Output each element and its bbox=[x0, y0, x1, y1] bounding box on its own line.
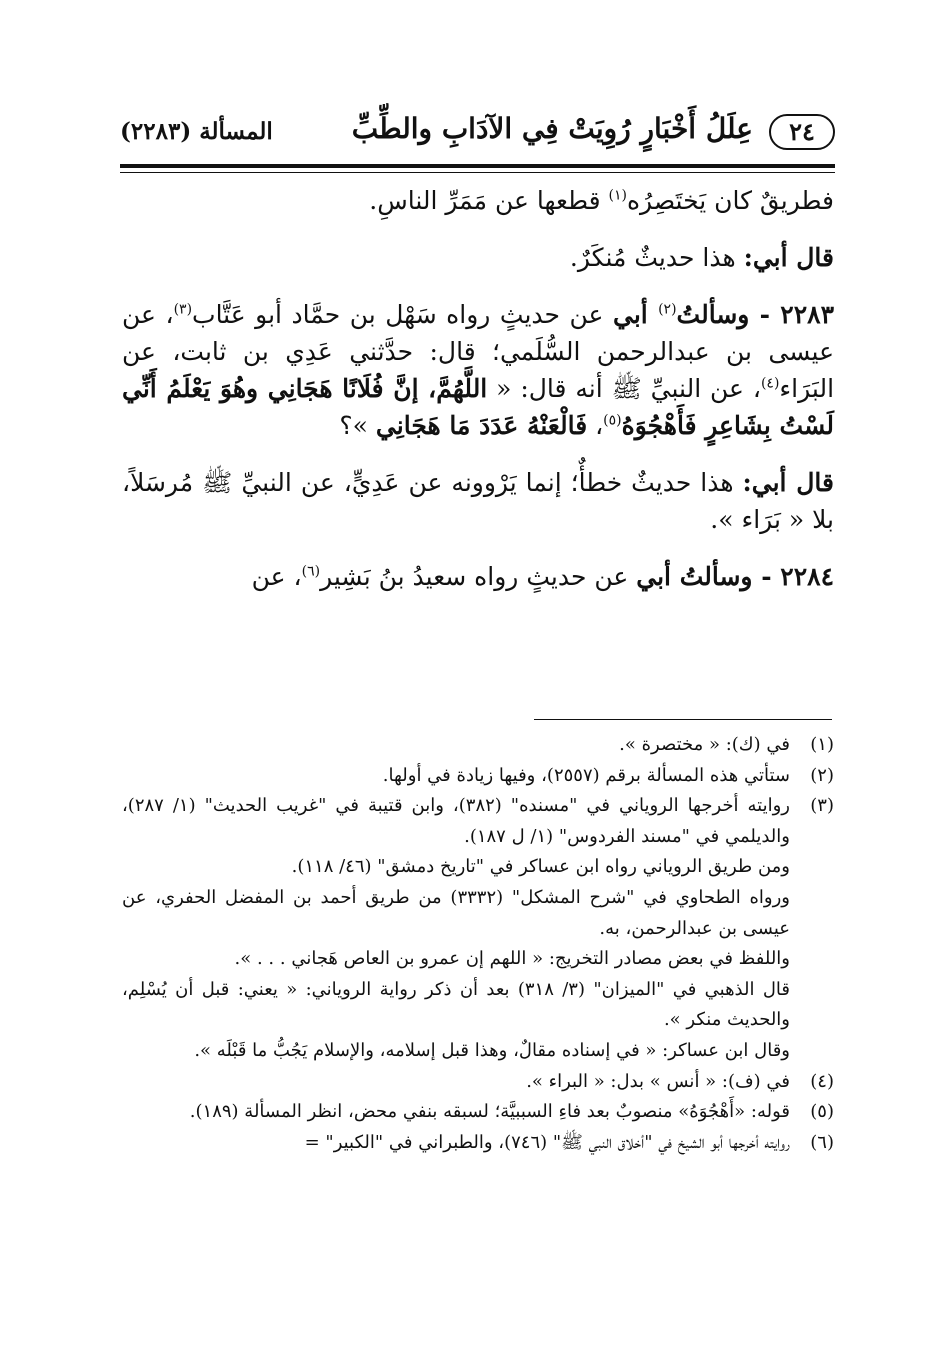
footnote bbox=[122, 1097, 834, 1128]
footnote bbox=[122, 730, 834, 761]
footnote-ref: (٣) bbox=[173, 301, 193, 318]
footnote-number: (١) bbox=[810, 734, 834, 755]
footnote-separator bbox=[534, 719, 832, 720]
footnote-ref: (٢) bbox=[658, 301, 677, 318]
footnote-text: في (ف): « أنس » بدل: « البراء ». bbox=[526, 1070, 790, 1092]
header-rule-thin bbox=[120, 172, 835, 173]
page-number: ٢٤ bbox=[769, 114, 835, 150]
footnote-ref: (٦) bbox=[301, 563, 321, 580]
running-issue-label: المسألة (٢٢٨٣) bbox=[120, 118, 273, 145]
footnote-text: واللفظ في بعض مصادر التخريج: « اللهم إن عمرو بن العاص هَجاني . . . ». bbox=[234, 948, 790, 970]
footnote-ref: (٥) bbox=[603, 412, 622, 429]
main-text bbox=[122, 182, 834, 595]
footnote-text: ستأتي هذه المسألة برقم (٢٥٥٧)، وفيها زيادة في أولها. bbox=[382, 764, 790, 786]
footnote-text: روايته أخرجها أبو الشيخ في "أخلاق النبي ﷺ" (٧٤٦)، والطبراني في "الكبير" = bbox=[304, 1131, 790, 1153]
issue-2284: ٢٢٨٤ - وسألتُ أبي عن حديثٍ رواه سعيدُ بنُ بَشِير$^{(٦)}$، عن bbox=[251, 562, 834, 591]
footnote-text: ومن طريق الروياني رواه ابن عساكر في "تاريخ دمشق" (٤٦/ ١١٨). bbox=[291, 856, 790, 878]
footnote-ref: (٤) bbox=[760, 375, 780, 392]
footnote-text: قال الذهبي في "الميزان" (٣/ ٣١٨) بعد أن ذكر رواية الروياني: « يعني: قبل أن يُسْلِم، والحديث منكر ». bbox=[122, 978, 790, 1031]
issue-2283: ٢٢٨٣ - وسألتُ$^{(٢)}$ أبي عن حديثٍ رواه سَهْل بن حمَّاد أبو عَتَّاب$^{(٣)}$، عن عيسى بن عبدالرحمن السُّلَمي؛ قال: حدَّثني عَدِي بن ثابت، عن البَرَاء$^{(٤)}$، عن النبيِّ ﷺ أنه قال: « اللَّهُمَّ، إنَّ فُلَانًا هَجَانِي وهُوَ يَعْلَمُ أَنِّي لَسْتُ بِشَاعِرٍ فَأَهْجُوَهُ$^{(٥)}$، فَالْعَنْهُ عَدَدَ مَا هَجَانِي »؟ bbox=[122, 300, 835, 440]
footnote bbox=[122, 1067, 834, 1098]
footnote-number: (٤) bbox=[810, 1070, 834, 1092]
issue-heading: ٢٢٨٣ - وسألتُ bbox=[676, 300, 835, 329]
speaker-label: قال أبي: bbox=[743, 243, 834, 272]
paragraph-continuation: فطريقٌ كان يَختَصِرُه$^{(١)}$ قطعها عن مَمَرِّ الناسِ. bbox=[369, 186, 834, 215]
footnote-number: (٢) bbox=[810, 764, 834, 786]
footnote-number: (٦) bbox=[810, 1131, 834, 1153]
footnote bbox=[122, 761, 834, 792]
paragraph-judgement-2: قال أبي: هذا حديثٌ خطأٌ؛ إنما يَرْوونه عن عَدِيٍّ، عن النبيِّ ﷺ مُرسَلاً، بلا « بَرَاء ». bbox=[122, 468, 834, 534]
footnote bbox=[122, 1128, 834, 1159]
footnote-text: في (ك): « مختصرة ». bbox=[619, 734, 790, 755]
footnote-text: وقال ابن عساكر: « في إسناده مقالٌ، وهذا قبل إسلامه، والإسلام يَجُبُّ ما قَبْلَه ». bbox=[194, 1039, 790, 1061]
header-rule-thick bbox=[120, 164, 835, 168]
footnotes bbox=[122, 730, 834, 1158]
hadith-text: اللَّهُمَّ، إنَّ فُلَانًا هَجَانِي وهُوَ يَعْلَمُ أَنِّي لَسْتُ بِشَاعِرٍ فَأَهْجُوَهُ bbox=[122, 374, 834, 440]
footnote bbox=[122, 791, 834, 1066]
footnote-number: (٥) bbox=[810, 1101, 834, 1123]
page-header bbox=[120, 110, 835, 156]
footnote-text: ورواه الطحاوي في "شرح المشكل" (٣٣٣٢) من طريق أحمد بن المفضل الحفري، عن عيسى بن عبدالرحمن، به. bbox=[122, 886, 790, 939]
footnote-ref: (١) bbox=[608, 187, 627, 204]
running-book-title: عِلَلُ أَخْبَارٍ رُوِيَتْ فِي الآدَابِ والطِّبِّ bbox=[351, 112, 753, 145]
footnote-number: (٣) bbox=[810, 795, 834, 817]
footnote-text: قوله: «أَهْجُوَهُ» منصوبٌ بعد فاءِ السببيَّة؛ لسبقه بنفي محض، انظر المسألة (١٨٩). bbox=[189, 1101, 790, 1123]
footnote-text: روايته أخرجها الروياني في "مسنده" (٣٨٢)، وابن قتيبة في "غريب الحديث" (١/ ٢٨٧)، والديلمي في "مسند الفردوس" (١/ ل ١٨٧). bbox=[122, 795, 790, 847]
issue-heading: ٢٢٨٤ - وسألتُ أبي bbox=[636, 562, 834, 591]
speaker-label: قال أبي: bbox=[742, 468, 834, 497]
hadith-text: فَالْعَنْهُ عَدَدَ مَا هَجَانِي bbox=[375, 411, 588, 440]
paragraph-judgement-1: قال أبي: هذا حديثٌ مُنكَرٌ. bbox=[569, 243, 834, 272]
